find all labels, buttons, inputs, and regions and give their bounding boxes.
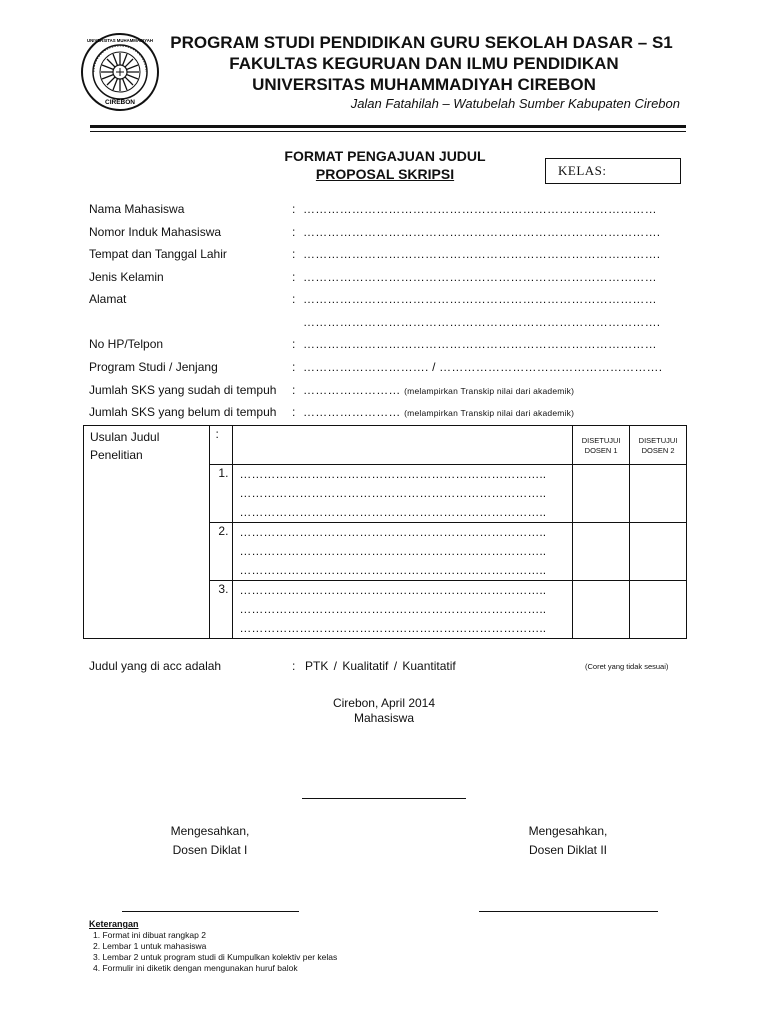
approval-cell-dosen2[interactable]: [630, 465, 687, 523]
field-input-nama[interactable]: ……………………………………………………………………………: [303, 202, 657, 216]
header-divider-thick: [90, 125, 686, 128]
field-colon: :: [292, 360, 296, 374]
header-program-studi: PROGRAM STUDI PENDIDIKAN GURU SEKOLAH DASAR – S1: [170, 33, 673, 52]
usulan-judul-table: [83, 425, 687, 639]
field-input-jenis-kelamin[interactable]: ……………………………………………………………………………: [303, 270, 657, 284]
field-label-sks-belum: Jumlah SKS yang belum di tempuh: [89, 405, 277, 419]
logo-caption: CIREBON: [105, 99, 135, 106]
note-item: 3. Lembar 2 untuk program studi di Kumpulkan kolektiv per kelas: [93, 952, 338, 962]
field-input-nim[interactable]: …………………………………………………………………………….: [303, 225, 661, 239]
acc-note: (Coret yang tidak sesuai): [585, 662, 669, 671]
right-signature-title: Mengesahkan,: [528, 824, 608, 838]
usulan-header-blank: [233, 426, 573, 465]
form-title: FORMAT PENGAJUAN JUDUL: [284, 148, 486, 164]
approval1-line2: DOSEN 1: [584, 446, 618, 455]
right-signature-line[interactable]: [479, 911, 658, 912]
acc-options[interactable]: PTK / Kualitatif / Kuantitatif: [305, 659, 456, 673]
note-item: 2. Lembar 1 untuk mahasiswa: [93, 941, 207, 951]
approval-cell-dosen2[interactable]: [630, 581, 687, 639]
usulan-line[interactable]: …………………………………………………………………..: [239, 563, 547, 577]
acc-label: Judul yang di acc adalah: [89, 659, 222, 673]
usulan-line[interactable]: …………………………………………………………………..: [239, 505, 547, 519]
field-label-alamat: Alamat: [89, 292, 127, 306]
field-input-sks-sudah[interactable]: [303, 383, 675, 397]
usulan-line[interactable]: …………………………………………………………………..: [239, 486, 547, 500]
field-label-prodi: Program Studi / Jenjang: [89, 360, 218, 374]
signature-place-date: Cirebon, April 2014: [332, 696, 436, 710]
field-label-sks-sudah: Jumlah SKS yang sudah di tempuh: [89, 383, 277, 397]
field-label-jenis-kelamin: Jenis Kelamin: [89, 270, 164, 284]
usulan-line[interactable]: …………………………………………………………………..: [239, 602, 547, 616]
field-input-alamat-line2[interactable]: …………………………………………………………………………….: [303, 315, 661, 329]
usulan-item-2[interactable]: [233, 523, 573, 581]
approval-cell-dosen1[interactable]: [573, 523, 630, 581]
approval-cell-dosen1[interactable]: [573, 465, 630, 523]
usulan-number: 3.: [209, 581, 233, 639]
left-signature-title: Mengesahkan,: [170, 824, 250, 838]
usulan-line[interactable]: …………………………………………………………………..: [239, 525, 547, 539]
field-input-hp[interactable]: ……………………………………………………………………………: [303, 337, 657, 351]
note-item: 4. Formulir ini diketik dengan mengunakan huruf balok: [93, 963, 298, 973]
usulan-label: [84, 426, 210, 639]
form-subtitle: PROPOSAL SKRIPSI: [315, 166, 455, 182]
usulan-line[interactable]: …………………………………………………………………..: [239, 467, 547, 481]
header-universitas: UNIVERSITAS MUHAMMADIYAH CIREBON: [252, 75, 596, 94]
usulan-label-line1: Usulan Judul: [90, 430, 160, 444]
field-colon: :: [292, 202, 296, 216]
usulan-item-3[interactable]: [233, 581, 573, 639]
student-signature-line[interactable]: [302, 798, 466, 799]
header-divider-thin: [90, 131, 686, 132]
field-colon: :: [292, 405, 296, 419]
field-label-hp: No HP/Telpon: [89, 337, 164, 351]
approval-header-dosen1: [573, 426, 630, 465]
signature-student-label: Mahasiswa: [353, 711, 415, 725]
logo-arc-text: UNIVERSITAS MUHAMMADIYAH: [87, 38, 153, 43]
field-colon: :: [292, 247, 296, 261]
field-input-ttl[interactable]: …………………………………………………………………………….: [303, 247, 661, 261]
usulan-colon: :: [209, 426, 233, 465]
header-fakultas: FAKULTAS KEGURUAN DAN ILMU PENDIDIKAN: [229, 54, 619, 73]
field-input-alamat[interactable]: ……………………………………………………………………………: [303, 292, 657, 306]
sks-sudah-note: (melampirkan Transkip nilai dari akademik): [404, 386, 575, 396]
field-colon: :: [292, 270, 296, 284]
usulan-line[interactable]: …………………………………………………………………..: [239, 544, 547, 558]
usulan-item-1[interactable]: [233, 465, 573, 523]
field-input-prodi[interactable]: …………………………. / ……………………………………………….: [303, 360, 663, 374]
usulan-number: 2.: [209, 523, 233, 581]
sks-belum-dots[interactable]: ……………………: [303, 405, 401, 419]
right-signature-role: Dosen Diklat II: [528, 843, 608, 857]
note-item: 1. Format ini dibuat rangkap 2: [93, 930, 206, 940]
left-signature-line[interactable]: [122, 911, 299, 912]
approval1-line1: DISETUJUI: [581, 436, 621, 445]
field-colon: :: [292, 383, 296, 397]
field-colon: :: [292, 225, 296, 239]
field-input-sks-belum[interactable]: [303, 405, 675, 419]
usulan-line[interactable]: …………………………………………………………………..: [239, 621, 547, 635]
approval-header-dosen2: [630, 426, 687, 465]
acc-colon: :: [292, 659, 296, 673]
approval-cell-dosen1[interactable]: [573, 581, 630, 639]
field-label-nama: Nama Mahasiswa: [89, 202, 185, 216]
sks-belum-note: (melampirkan Transkip nilai dari akademik): [404, 408, 575, 418]
field-colon: :: [292, 337, 296, 351]
kelas-field[interactable]: KELAS:: [545, 158, 681, 184]
usulan-line[interactable]: …………………………………………………………………..: [239, 583, 547, 597]
usulan-number: 1.: [209, 465, 233, 523]
field-label-nim: Nomor Induk Mahasiswa: [89, 225, 222, 239]
header-address: Jalan Fatahilah – Watubelah Sumber Kabupaten Cirebon: [350, 96, 680, 111]
sks-sudah-dots[interactable]: ……………………: [303, 383, 401, 397]
approval-cell-dosen2[interactable]: [630, 523, 687, 581]
left-signature-role: Dosen Diklat I: [172, 843, 248, 857]
field-colon: :: [292, 292, 296, 306]
approval2-line1: DISETUJUI: [638, 436, 678, 445]
notes-title: Keterangan: [89, 919, 139, 929]
usulan-label-line2: Penelitian: [90, 448, 143, 462]
university-logo: [80, 32, 160, 112]
approval2-line2: DOSEN 2: [641, 446, 675, 455]
field-label-ttl: Tempat dan Tanggal Lahir: [89, 247, 227, 261]
notes-list: [93, 930, 337, 974]
